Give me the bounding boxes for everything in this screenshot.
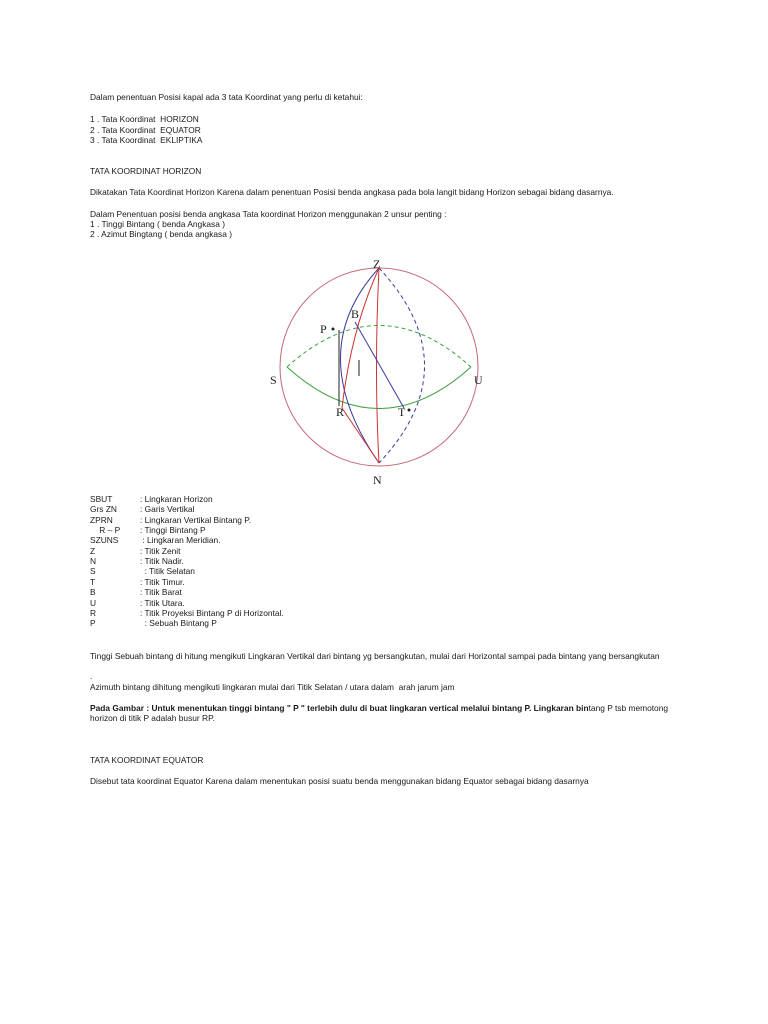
legend-key: ZPRN [90, 515, 113, 525]
legend-key: S [90, 566, 96, 576]
legend-value: : Titik Selatan [140, 566, 195, 576]
legend-key: T [90, 577, 96, 587]
label-n: N [373, 473, 382, 487]
legend-value: : Titik Barat [140, 587, 182, 597]
legend-key: R – P [90, 525, 121, 535]
vertical-line-zn [377, 268, 380, 463]
figure-note-rest: tang P tsb memotong horizon di titik P adalah busur RP. [90, 703, 669, 724]
point-t-marker [408, 409, 411, 412]
hidden-vertical-arc [379, 268, 425, 463]
list1-item: 1 . Tata Koordinat HORIZON [90, 114, 199, 124]
paragraph-altitude: Tinggi Sebuah bintang di hitung mengikuti Lingkaran Vertikal dari bintang yg bersangkutan, mulai dari Horizontal sampai pada bintang yang bersangkutan [90, 651, 660, 661]
legend-value: : Lingkaran Vertikal Bintang P. [140, 515, 252, 525]
legend-key: R [90, 608, 97, 618]
list1-item: 2 . Tata Koordinat EQUATOR [90, 125, 201, 135]
paragraph-dot: . [90, 671, 93, 681]
legend-value: : Titik Zenit [140, 546, 181, 556]
section-heading-equator: TATA KOORDINAT EQUATOR [90, 755, 204, 765]
star-p-point [332, 328, 335, 331]
legend-value: : Titik Utara. [140, 598, 185, 608]
legend-value: : Sebuah Bintang P [140, 618, 217, 628]
intro-text: Dalam penentuan Posisi kapal ada 3 tata Koordinat yang perlu di ketahui: [90, 92, 363, 102]
legend-value: : Lingkaran Meridian. [140, 535, 221, 545]
legend-value: : Tinggi Bintang P [140, 525, 206, 535]
section-heading-horizon: TATA KOORDINAT HORIZON [90, 166, 202, 176]
legend-key: N [90, 556, 97, 566]
legend-value: : Titik Proyeksi Bintang P di Horizontal. [140, 608, 284, 618]
legend-key: B [90, 587, 96, 597]
paragraph-horizon-elements: Dalam Penentuan posisi benda angkasa Tata koordinat Horizon menggunakan 2 unsur penting : [90, 209, 447, 219]
paragraph-figure-note [90, 703, 690, 724]
label-p: P [320, 322, 327, 336]
legend-key: P [90, 618, 96, 628]
legend-value: : Garis Vertikal [140, 504, 195, 514]
horizon-front-arc [287, 367, 471, 409]
line-b-to-t [355, 322, 404, 408]
label-t: T [398, 405, 406, 419]
legend-key: SBUT [90, 494, 113, 504]
vertical-line-zr [342, 268, 379, 463]
legend-value: : Titik Timur. [140, 577, 185, 587]
horizon-back-arc [287, 326, 471, 368]
label-u: U [474, 373, 483, 387]
celestial-sphere-circle [280, 268, 478, 466]
list2-item: 2 . Azimut Bingtang ( benda angkasa ) [90, 229, 232, 239]
legend-key: Z [90, 546, 96, 556]
label-r: R [336, 405, 345, 419]
paragraph-azimuth: Azimuth bintang dihitung mengikuti lingkaran mulai dari Titik Selatan / utara dalam arah jarum jam [90, 682, 455, 692]
label-z: Z [373, 257, 381, 271]
list1-item: 3 . Tata Koordinat EKLIPTIKA [90, 135, 203, 145]
figure-note-bold: Pada Gambar : Untuk menentukan tinggi bintang " P " terlebih dulu di buat lingkaran vertical melalui bintang P. Lingkaran bin [90, 703, 589, 713]
legend-key: U [90, 598, 97, 608]
legend-key: SZUNS [90, 535, 119, 545]
label-b: B [351, 307, 360, 321]
legend-value: : Titik Nadir. [140, 556, 184, 566]
legend-value: : Lingkaran Horizon [140, 494, 213, 504]
paragraph-equator-definition: Disebut tata koordinat Equator Karena dalam menentukan posisi suatu benda menggunakan bidang Equator sebagai bidang dasarnya [90, 776, 589, 786]
legend-key: Grs ZN [90, 504, 117, 514]
label-s: S [270, 373, 277, 387]
list2-item: 1 . Tinggi Bintang ( benda Angkasa ) [90, 219, 226, 229]
paragraph-horizon-definition: Dikatakan Tata Koordinat Horizon Karena dalam penentuan Posisi benda angkasa pada bola langit bidang Horizon sebagai bidang dasarnya. [90, 187, 614, 197]
